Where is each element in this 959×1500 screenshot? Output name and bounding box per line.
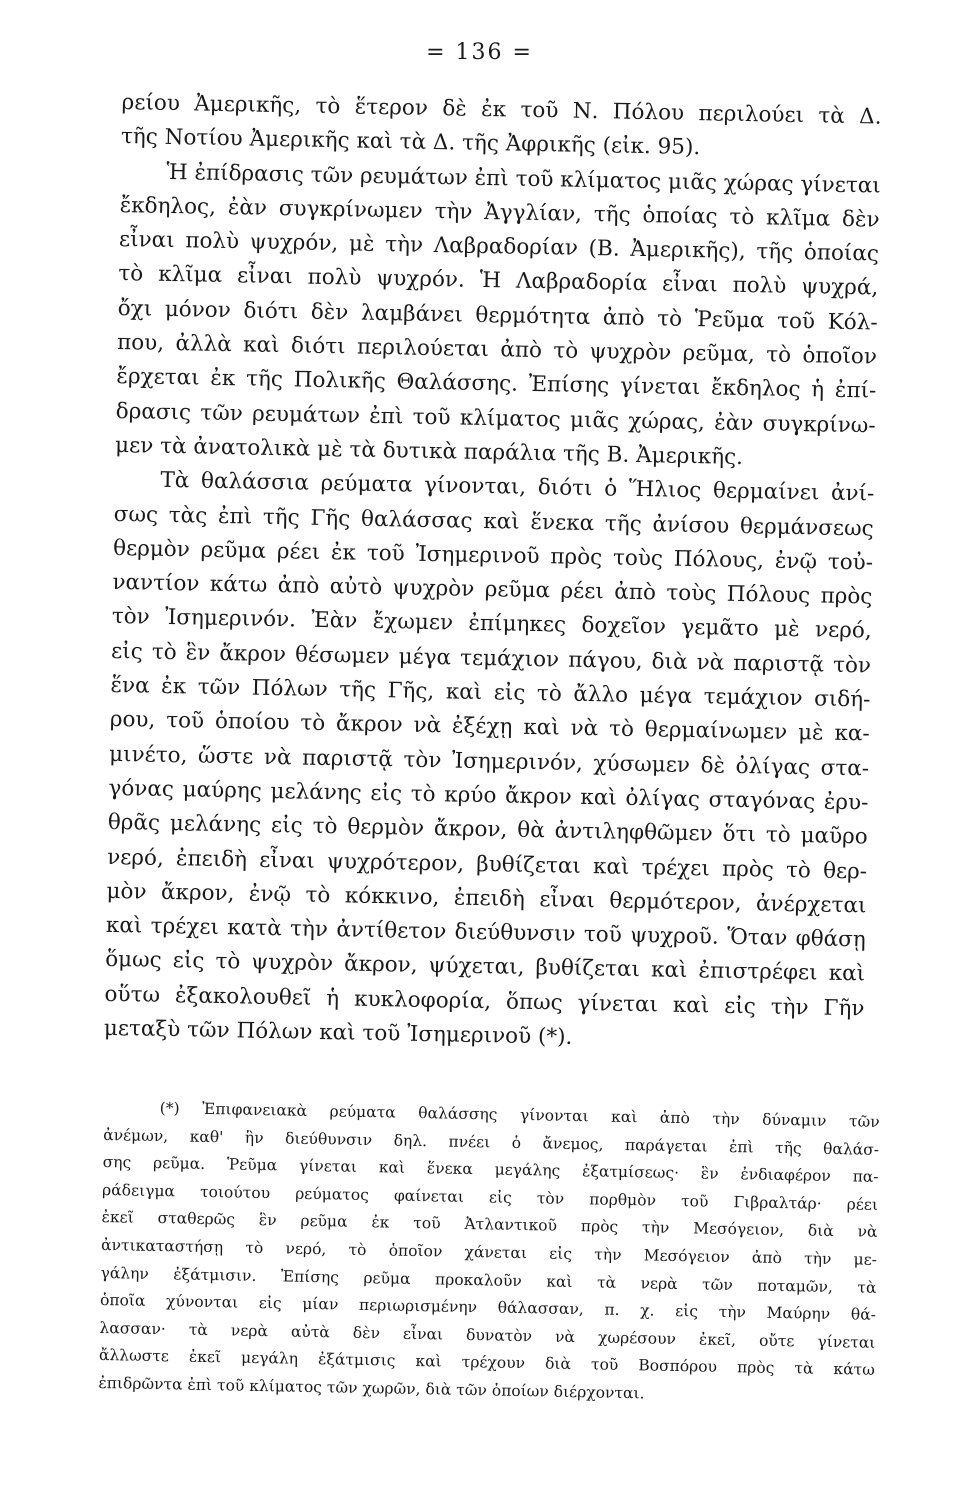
body-line: θερμὸν ρεῦμα ρέει ἐκ τοῦ Ἰσημερινοῦ πρὸς τοὺς Πόλους, ἐνῷ τοὐ- <box>112 535 874 576</box>
body-line: ναντίον κάτω ἀπὸ αὐτὸ ψυχρὸν ρεῦμα ρέει ἀπὸ τοὺς Πόλους πρὸς <box>112 570 873 610</box>
body-line: ὄχι μόνον διότι δὲν λαμβάνει θερμότητα ἀπὸ τὸ Ῥεῦμα τοῦ Κόλ- <box>117 295 878 336</box>
footnote-line: (*) Ἐπιφανειακὰ ρεύματα θαλάσσης γίνονται καὶ ἀπὸ τὴν δύναμιν τῶν <box>159 1099 880 1131</box>
footnote-line: ἀνέμων, καθ' ἣν διεύθυνσιν δηλ. πνέει ὁ ἄνεμος, παράγεται ἐπὶ τῆς θαλάσ- <box>103 1125 880 1159</box>
footnote-line: ἀντικαταστήσῃ τὸ νερό, τὸ ὁποῖον χάνεται εἰς τὴν Μεσόγειον ἀπὸ τὴν με- <box>100 1235 878 1269</box>
body-line: τῆς Νοτίου Ἀμερικῆς καὶ τὰ Δ. τῆς Ἀφρικῆς (εἰκ. 95). <box>120 124 701 161</box>
body-line: τὸ κλῖμα εἶναι πολὺ ψυχρόν. Ἡ Λαβραδορία εἶναι πολὺ ψυχρά, <box>118 261 879 302</box>
page-number: = 136 = <box>426 40 533 65</box>
footnote-line: ἐπιδρῶντα ἐπὶ τοῦ κλίματος τῶν χωρῶν, διὰ τῶν ὁποίων διέρχονται. <box>98 1373 645 1403</box>
body-line: δρασις τῶν ρευμάτων ἐπὶ τοῦ κλίματος μιᾶς χώρας, ἐὰν συγκρίνω- <box>115 398 876 439</box>
body-line: ρείου Ἀμερικῆς, τὸ ἕτερον δὲ ἐκ τοῦ Ν. Πόλου περιλούει τὰ Δ. <box>121 89 882 130</box>
body-line: Ἡ ἐπίδρασις τῶν ρευμάτων ἐπὶ τοῦ κλίματος μιᾶς χώρας γίνεται <box>166 159 881 199</box>
body-line: ἕνα ἐκ τῶν Πόλων τῆς Γῆς, καὶ εἰς τὸ ἄλλο μέγα τεμάχιον σιδή- <box>110 672 871 713</box>
body-line: σως τὰς ἐπὶ τῆς Γῆς θαλάσσας καὶ ἕνεκα τῆς ἀνίσου θερμάνσεως <box>113 501 874 542</box>
body-line: γόνας μαύρης μελάνης εἰς τὸ κρύο ἄκρον καὶ ὀλίγας σταγόνας ἐρυ- <box>108 775 869 816</box>
body-line: που, ἀλλὰ καὶ διότι περιλούεται ἀπὸ τὸ ψυχρὸν ρεῦμα, τὸ ὁποῖον <box>116 330 878 370</box>
body-line: καὶ τρέχει κατὰ τὴν ἀντίθετον διεύθυνσιν τοῦ ψυχροῦ. Ὅταν φθάσῃ <box>105 912 866 953</box>
footnote-line: ὁποῖα χύνονται εἰς μίαν περιωρισμένην θάλασσαν, π. χ. εἰς τὴν Μαύρην θά- <box>99 1291 877 1325</box>
body-line: μινέτο, ὥστε νὰ παριστᾷ τὸν Ἰσημερινόν, χύσωμεν δὲ ὀλίγας στα- <box>108 741 870 782</box>
body-line: τὸν Ἰσημερινόν. Ἐὰν ἔχωμεν ἐπίμηκες δοχεῖον γεμᾶτο μὲ νερό, <box>111 604 872 644</box>
body-line: ἔρχεται ἐκ τῆς Πολικῆς Θαλάσσης. Ἐπίσης γίνεται ἔκδηλος ἡ ἐπί- <box>116 364 877 404</box>
footnote-line: ἄλλωστε ἐκεῖ μεγάλη ἐξάτμισις καὶ τρέχουν διὰ τοῦ Βοσπόρου πρὸς τὰ κάτω <box>98 1346 876 1380</box>
body-line: ἔκδηλος, ἐὰν συγκρίνωμεν τὴν Ἀγγλίαν, τῆς ὁποίας τὸ κλῖμα δὲν <box>119 192 880 233</box>
body-line: εἰς τὸ ἓν ἄκρον θέσωμεν μέγα τεμάχιον πάγου, διὰ νὰ παριστᾷ τὸν <box>110 638 872 679</box>
body-line: ὅμως εἰς τὸ ψυχρὸν ἄκρον, ψύχεται, βυθίζεται καὶ ἐπιστρέφει καὶ <box>104 947 866 987</box>
main-text <box>104 86 882 1061</box>
footnote-line: ἐκεῖ σταθερῶς ἓν ρεῦμα ἐκ τοῦ Ἀτλαντικοῦ πρὸς τὴν Μεσόγειον, διὰ νὰ <box>101 1208 878 1242</box>
body-line: νερό, ἐπειδὴ εἶναι ψυχρότερον, βυθίζεται καὶ τρέχει πρὸς τὸ θερ- <box>106 844 868 884</box>
footnote-line: σης ρεῦμα. Ῥεῦμα γίνεται καὶ ἕνεκα μεγάλης ἐξατμίσεως· ἓν ἐνδιαφέρον πα- <box>102 1153 879 1187</box>
body-line: μεταξὺ τῶν Πόλων καὶ τοῦ Ἰσημερινοῦ (*). <box>103 1015 573 1050</box>
footnote-line: ράδειγμα τοιούτου ρεύματος φαίνεται εἰς τὸν πορθμὸν τοῦ Γιβραλτάρ· ρέει <box>101 1180 879 1214</box>
body-line: οὕτω ἐξακολουθεῖ ἡ κυκλοφορία, ὅπως γίνεται καὶ εἰς τὴν Γῆν <box>104 981 865 1022</box>
body-line: ρου, τοῦ ὁποίου τὸ ἄκρον νὰ ἐξέχῃ καὶ νὰ τὸ θερμαίνωμεν μὲ κα- <box>109 707 870 747</box>
footnote <box>98 1094 880 1412</box>
body-line: μὸν ἄκρον, ἐνῷ τὸ κόκκινο, ἐπειδὴ εἶναι θερμότερον, ἀνέρχεται <box>106 878 867 919</box>
body-line: Τὰ θαλάσσια ρεύματα γίνονται, διότι ὁ Ἥλιος θερμαίνει ἀνί- <box>160 468 875 507</box>
footnote-line: λασσαν· τὰ νερὰ αὐτὰ δὲν εἶναι δυνατὸν νὰ χωρέσουν ἐκεῖ, οὔτε γίνεται <box>99 1318 876 1352</box>
body-line: εἶναι πολὺ ψυχρόν, μὲ τὴν Λαβραδορίαν (Β. Ἀμερικῆς), τῆς ὁποίας <box>118 227 880 267</box>
footnote-line: γάλην ἐξάτμισιν. Ἐπίσης ρεῦμα προκαλοῦν καὶ τὰ νερὰ τῶν ποταμῶν, τὰ <box>100 1263 877 1297</box>
body-line: θρᾶς μελάνης εἰς τὸ θερμὸν ἄκρον, θὰ ἀντιληφθῶμεν ὅτι τὸ μαῦρο <box>107 810 868 850</box>
body-line: μεν τὰ ἀνατολικὰ μὲ τὰ δυτικὰ παράλια τῆς Β. Ἀμερικῆς. <box>114 432 744 470</box>
